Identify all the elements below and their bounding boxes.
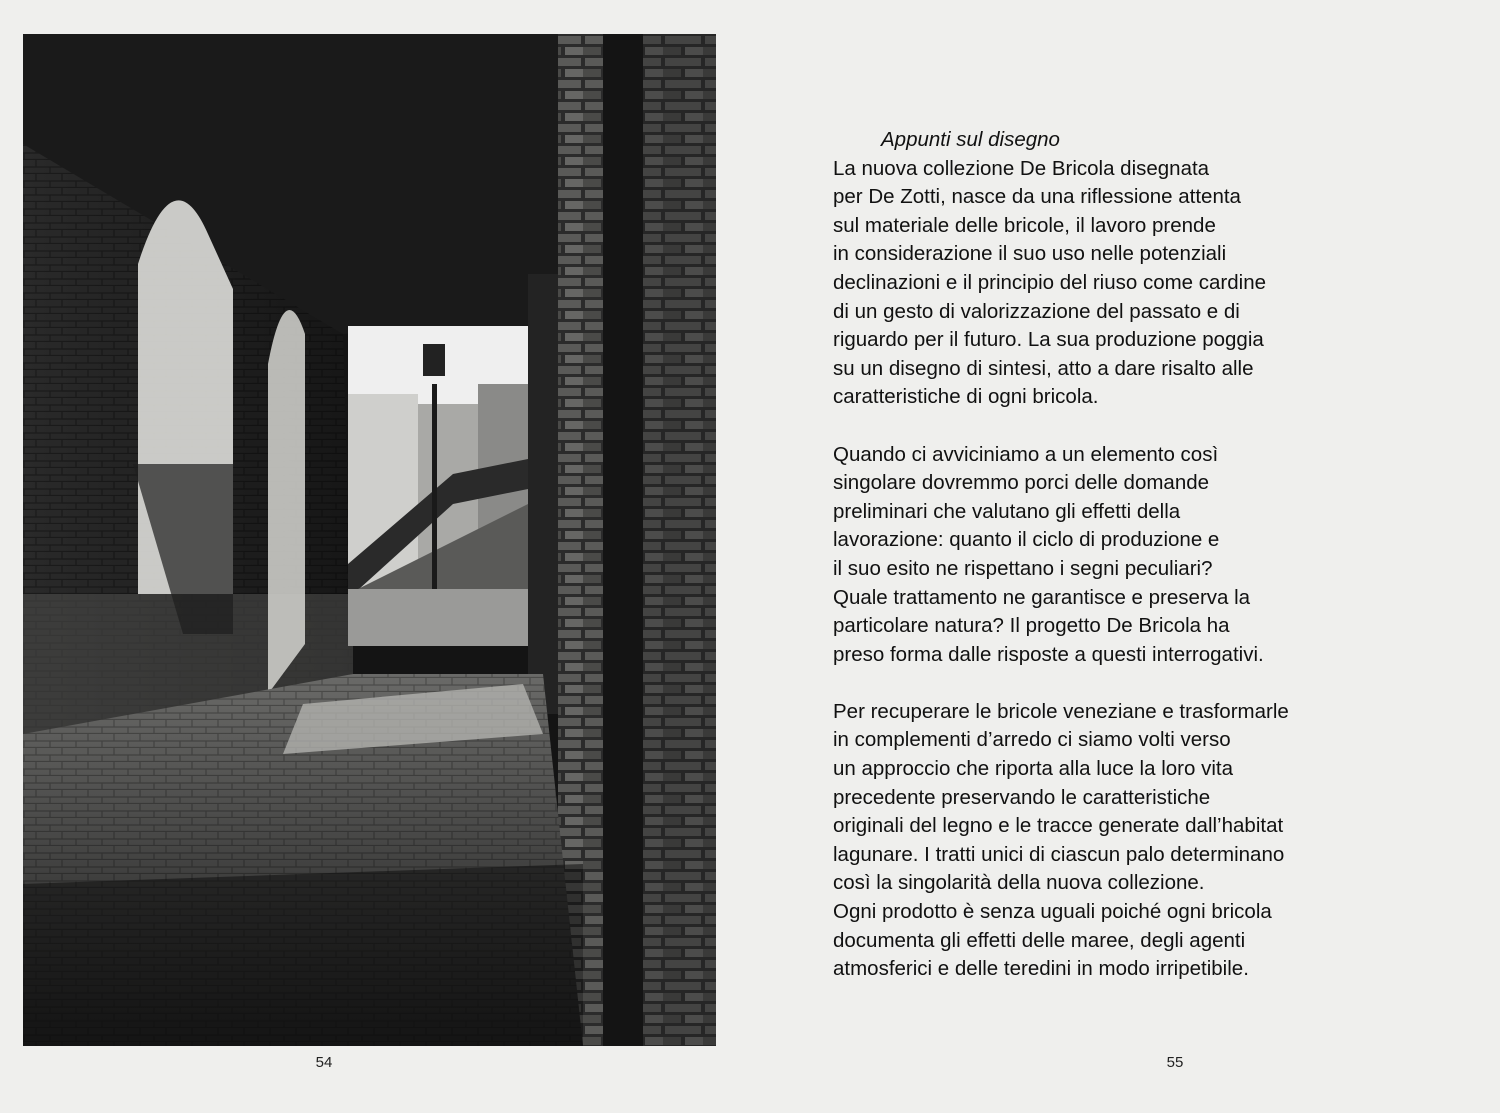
text-line: sul materiale delle bricole, il lavoro prende <box>833 213 1216 237</box>
article-text <box>833 126 1393 1012</box>
text-line: così la singolarità della nuova collezione. <box>833 871 1205 895</box>
text-line: un approccio che riporta alla luce la loro vita <box>833 757 1233 781</box>
text-line: Quando ci avviciniamo a un elemento così <box>833 442 1219 466</box>
text-line: in considerazione il suo uso nelle potenziali <box>833 242 1227 266</box>
text-line: declinazioni e il principio del riuso come cardine <box>833 270 1267 294</box>
paragraph <box>833 155 1393 412</box>
page-number-left: 54 <box>315 1054 333 1071</box>
text-line: caratteristiche di ogni bricola. <box>833 385 1099 409</box>
text-line: Quale trattamento ne garantisce e preserva la <box>833 585 1251 609</box>
venice-arcade-photo <box>23 34 716 1046</box>
text-line: Per recuperare le bricole veneziane e trasformarle <box>833 699 1289 723</box>
text-line: preso forma dalle risposte a questi interrogativi. <box>833 642 1264 666</box>
section-title: Appunti sul disegno <box>881 128 1060 151</box>
text-line: in complementi d’arredo ci siamo volti verso <box>833 728 1231 752</box>
text-line: lavorazione: quanto il ciclo di produzione e <box>833 528 1220 552</box>
text-line: originali del legno e le tracce generate dall’habitat <box>833 814 1284 838</box>
paragraph <box>833 441 1393 670</box>
text-line: atmosferici e delle teredini in modo irripetibile. <box>833 957 1249 981</box>
text-line: preliminari che valutano gli effetti della <box>833 499 1181 523</box>
text-line: il suo esito ne rispettano i segni peculiari? <box>833 556 1213 580</box>
photo-icon <box>23 34 716 1046</box>
text-line: lagunare. I tratti unici di ciascun palo determinano <box>833 842 1285 866</box>
text-line: singolare dovremmo porci delle domande <box>833 471 1210 495</box>
paragraph <box>833 698 1393 984</box>
text-line: di un gesto di valorizzazione del passato e di <box>833 299 1240 323</box>
text-line: riguardo per il futuro. La sua produzione poggia <box>833 328 1264 352</box>
text-line: per De Zotti, nasce da una riflessione attenta <box>833 185 1241 209</box>
text-line: documenta gli effetti delle maree, degli agenti <box>833 928 1246 952</box>
text-line: La nuova collezione De Bricola disegnata <box>833 156 1210 180</box>
text-line: precedente preservando le caratteristiche <box>833 785 1211 809</box>
page-number-right: 55 <box>1166 1054 1184 1071</box>
text-line: su un disegno di sintesi, atto a dare risalto alle <box>833 356 1254 380</box>
text-line: Ogni prodotto è senza uguali poiché ogni bricola <box>833 900 1272 924</box>
text-line: particolare natura? Il progetto De Bricola ha <box>833 614 1230 638</box>
